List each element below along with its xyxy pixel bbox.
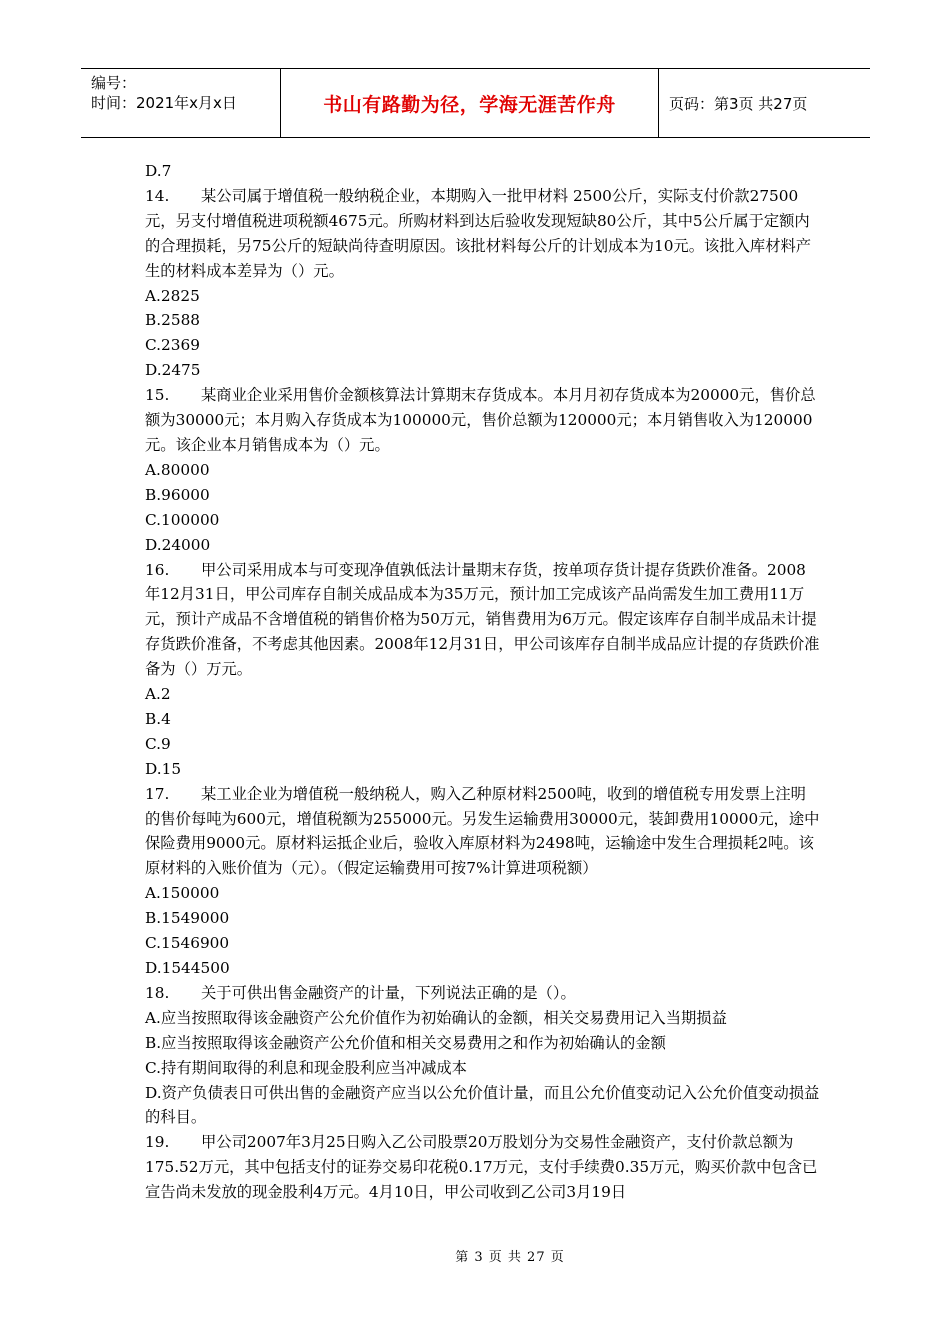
question-number: 19. xyxy=(145,1133,170,1152)
header-page-label: 页码：第3页 共27页 xyxy=(669,94,808,113)
header-meta-cell xyxy=(81,69,281,137)
question-number: 15. xyxy=(145,386,170,405)
question-number: 17. xyxy=(145,784,170,803)
answer-option: A.80000 xyxy=(145,460,210,479)
answer-option: C.100000 xyxy=(145,510,220,529)
question-text: 关于可供出售金融资产的计量，下列说法正确的是（）。 xyxy=(201,983,576,1002)
question-number: 18. xyxy=(145,983,170,1002)
question xyxy=(145,782,821,882)
answer-option: A.2 xyxy=(145,685,171,704)
answer-option: C.2369 xyxy=(145,336,200,355)
answer-option: C.9 xyxy=(145,734,171,753)
question xyxy=(145,184,821,284)
question-text: 甲公司采用成本与可变现净值孰低法计量期末存货，按单项存货计提存货跌价准备。2008年12月31日，甲公司库存自制关成品成本为35万元，预计加工完成该产品尚需发生加工费用11万元，预计产成品不含增值税的销售价格为50万元，销售费用为6万元。假定该库存自制半成品未计提存货跌价准备，不考虑其他因素。2008年12月31日，甲公司该库存自制半成品应计提的存货跌价准备为（）万元。 xyxy=(145,560,820,679)
question xyxy=(145,558,821,683)
question xyxy=(145,981,821,1006)
answer-option: D.7 xyxy=(145,162,172,180)
document-body xyxy=(145,159,821,1205)
question xyxy=(145,1130,821,1205)
question-text: 甲公司2007年3月25日购入乙公司股票20万股划分为交易性金融资产，支付价款总额为175.52万元，其中包括支付的证券交易印花税0.17万元，支付手续费0.35万元，购买价款中包含已宣告尚未发放的现金股利4万元。4月10日，甲公司收到乙公司3月19日 xyxy=(145,1133,818,1202)
question-number: 14. xyxy=(145,186,170,205)
answer-option: D.2475 xyxy=(145,361,201,380)
document-time-label: 时间：2021年x月x日 xyxy=(91,94,237,112)
answer-option: A.2825 xyxy=(145,286,200,305)
answer-option: C.1546900 xyxy=(145,934,230,953)
answer-option: B.4 xyxy=(145,709,171,728)
question xyxy=(145,383,821,458)
answer-option: B.96000 xyxy=(145,485,210,504)
page-footer: 第 3 页 共 27 页 xyxy=(455,1250,565,1265)
answer-option: B.1549000 xyxy=(145,909,230,928)
question-text: 某公司属于增值税一般纳税企业，本期购入一批甲材料 2500公斤，实际支付价款27500元，另支付增值税进项税额4675元。所购材料到达后验收发现短缺80公斤，其中5公斤属于定额内的合理损耗，另75公斤的短缺尚待查明原因。该批材料每公斤的计划成本为10元。该批入库材料产生的材料成本差异为（）元。 xyxy=(145,186,812,280)
page-header xyxy=(81,68,870,138)
question-text: 某商业企业采用售价金额核算法计算期末存货成本。本月月初存货成本为20000元，售价总额为30000元；本月购入存货成本为100000元，售价总额为120000元；本月销售收入为120000元。该企业本月销售成本为（）元。 xyxy=(145,386,816,454)
answer-option: A.应当按照取得该金融资产公允价值作为初始确认的金额，相关交易费用记入当期损益 xyxy=(145,1008,727,1027)
document-code-label: 编号： xyxy=(91,74,137,92)
answer-option: D.1544500 xyxy=(145,959,230,977)
question-text: 某工业企业为增值税一般纳税人，购入乙种原材料2500吨，收到的增值税专用发票上注明的售价每吨为600元，增值税额为255000元。另发生运输费用30000元，装卸费用10000元，途中保险费用9000元。原材料运抵企业后，验收入库原材料为2498吨，运输途中发生合理损耗2吨。该原材料的入账价值为（元）。（假定运输费用可按7%计算进项税额） xyxy=(145,784,820,878)
answer-option: B.应当按照取得该金融资产公允价值和相关交易费用之和作为初始确认的金额 xyxy=(145,1033,666,1052)
answer-option: C.持有期间取得的利息和现金股利应当冲减成本 xyxy=(145,1058,467,1077)
answer-option: A.150000 xyxy=(145,884,220,903)
answer-option: D.资产负债表日可供出售的金融资产应当以公允价值计量，而且公允价值变动记入公允价值变动损益的科目。 xyxy=(145,1083,820,1127)
answer-option: D.15 xyxy=(145,759,182,778)
answer-option: D.24000 xyxy=(145,535,211,554)
answer-option: B.2588 xyxy=(145,311,201,330)
header-motto: 书山有路勤为径，学海无涯苦作舟 xyxy=(281,69,659,137)
question-number: 16. xyxy=(145,560,170,579)
